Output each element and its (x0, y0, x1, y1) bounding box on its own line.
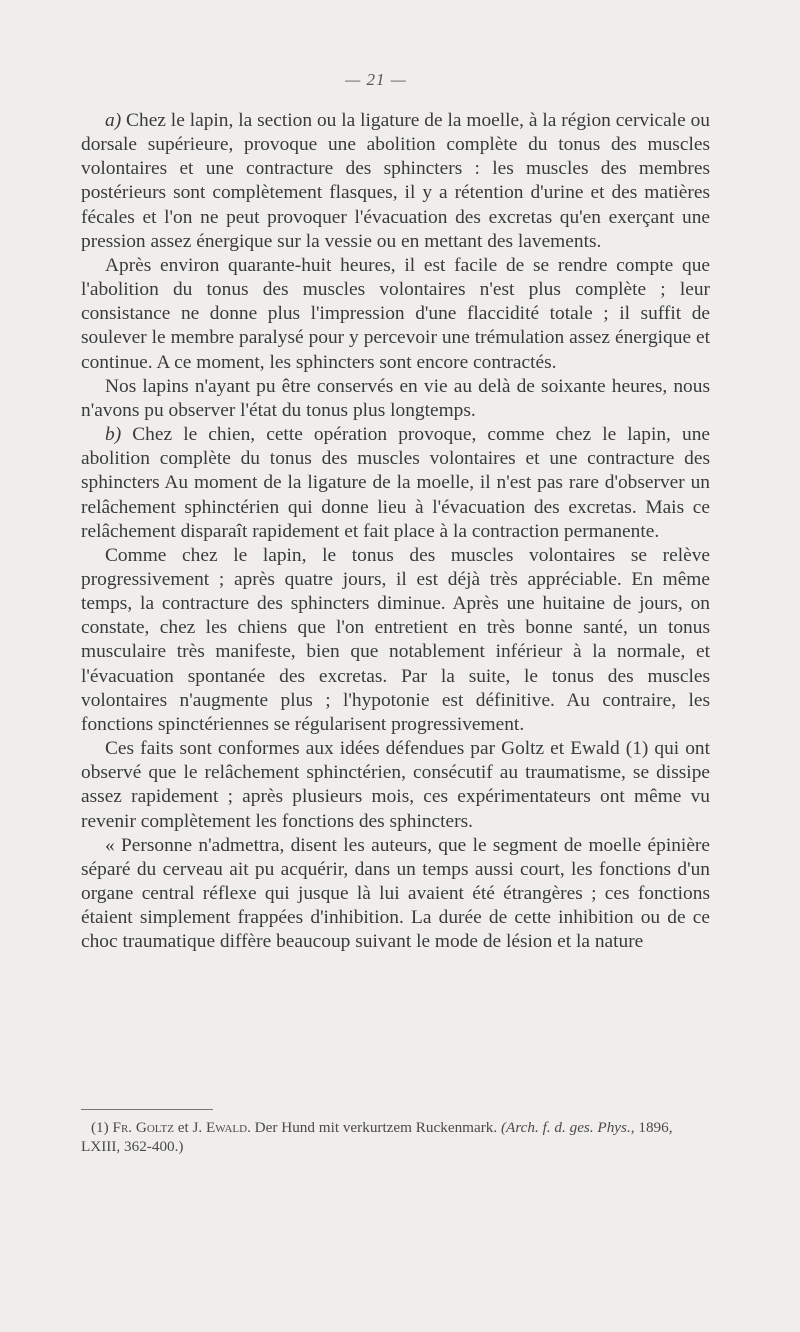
paragraph (81, 109, 710, 254)
footnotes (81, 1118, 710, 1156)
paragraph-text: Ces faits sont conformes aux idées défendues par Goltz et Ewald (1) qui ont observé que le relâchement sphinctérien, consécutif au traumatisme, se dissipe assez rapidement ; après plusieurs mois, ces expérimentateurs ont même vu revenir complètement les fonctions des sphincters. (81, 738, 710, 832)
paragraph-text: « Personne n'admettra, disent les auteurs, que le segment de moelle épinière séparé du cerveau ait pu acquérir, dans un temps aussi court, les fonctions d'un organe central réflexe qui jusque là lui avaient été étrangères ; ces fonctions étaient simplement frappées d'inhibition. La durée de cette inhibition ou de ce choc traumatique diffère beaucoup suivant le mode de lésion et la nature (81, 834, 710, 953)
footnote-author: J. Ewald. (192, 1119, 251, 1136)
paragraph-text: Chez le lapin, la section ou la ligature de la moelle, à la région cervicale ou dorsale supérieure, provoque une abolition complète du tonus des muscles volontaires et une contracture des sphincters : les muscles des membres postérieurs sont complètement flasques, il y a rétention d'urine et des matières fécales et l'on ne peut provoquer l'évacuation des excretas qu'en exerçant une pression assez énergique sur la vessie ou en mettant des lavements. (81, 110, 710, 252)
paragraph-label: a) (105, 110, 122, 131)
paragraph (81, 254, 710, 375)
page-number: — 21 — (345, 70, 407, 89)
footnote-details: 1896, LXIII, 362-400.) (81, 1119, 673, 1155)
footnote-marker: (1) (91, 1119, 109, 1136)
paragraph-text: Nos lapins n'ayant pu être conservés en vie au delà de soixante heures, nous n'avons pu observer l'état du tonus plus longtemps. (81, 375, 710, 421)
footnote (81, 1118, 710, 1156)
paragraph-text: Comme chez le lapin, le tonus des muscles volontaires se relève progressivement ; après quatre jours, il est déjà très appréciable. En même temps, la contracture des sphincters diminue. Après une huitaine de jours, on constate, chez les chiens que l'on entretient en très bonne santé, un tonus musculaire très manifeste, bien que notablement inférieur à la normale, et l'évacuation spontanée des excretas. Par la suite, le tonus des muscles volontaires n'augmente plus ; l'hypotonie est définitive. Au contraire, les fonctions spinctériennes se régularisent progressivement. (81, 544, 710, 735)
paragraph (81, 375, 710, 423)
footnote-conjunction: et (177, 1119, 189, 1136)
paragraph-text: Après environ quarante-huit heures, il est facile de se rendre compte que l'abolition du tonus des muscles volontaires n'est plus complète ; leur consistance ne donne plus l'impression d'une flaccidité totale ; il suffit de soulever le membre paralysé pour y percevoir une trémulation assez énergique et continue. A ce moment, les sphincters sont encore contractés. (81, 254, 710, 373)
footnote-journal: (Arch. f. d. ges. Phys., (500, 1119, 635, 1136)
body-text (81, 109, 710, 954)
paragraph (81, 423, 710, 544)
paragraph (81, 737, 710, 834)
paragraph (81, 544, 710, 737)
paragraph (81, 834, 710, 955)
footnote-title: Der Hund mit verkurtzem Ruckenmark. (254, 1119, 498, 1136)
footnote-divider (81, 1109, 213, 1110)
footnote-author: Fr. Goltz (112, 1119, 174, 1136)
paragraph-text: Chez le chien, cette opération provoque, comme chez le lapin, une abolition complète du tonus des muscles volontaires et une contracture des sphincters Au moment de la ligature de la moelle, il n'est pas rare d'observer un relâchement sphinctérien qui donne lieu à l'évacuation des excretas. Mais ce relâchement disparaît rapidement et fait place à la contraction permanente. (81, 424, 710, 542)
paragraph-label: b) (105, 424, 122, 446)
